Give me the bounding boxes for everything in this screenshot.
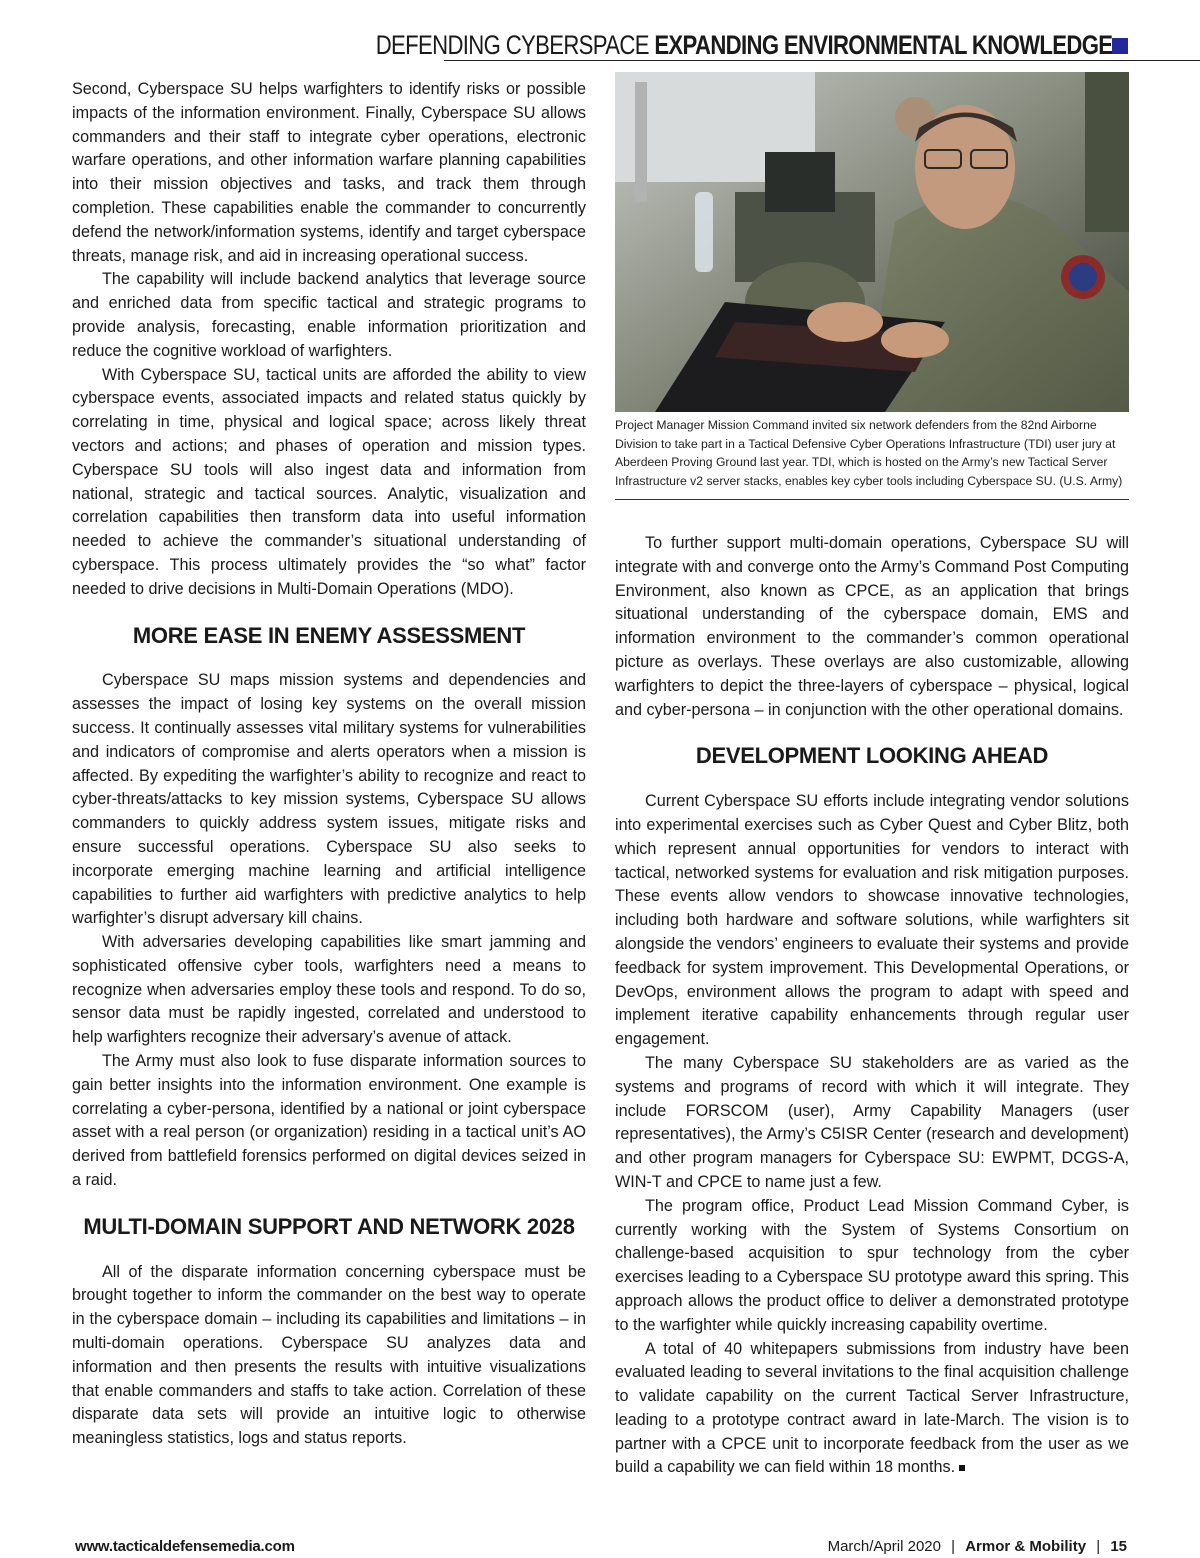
section-heading-development: DEVELOPMENT LOOKING AHEAD <box>695 743 1049 769</box>
footer-issue-info <box>828 1538 1127 1555</box>
body-paragraph: Second, Cyberspace SU helps warfighters to identify risks or possible impacts of the information environment. Finally, Cyberspace SU allows commanders and their staff to integrate cyber operations, electronic warfare operations, and other information warfare planning capabilities into their mission objectives and tasks, and track them through completion. These capabilities enable the commander to concurrently defend the network/information systems, identify and target cyberspace threats, manage risk, and aid in increasing operational success. <box>72 80 586 265</box>
body-paragraph: With Cyberspace SU, tactical units are afforded the ability to view cyberspace events, associated impacts and related status quickly by correlating in time, physical and logical space; across likely threat vectors and actions; and phases of operation and mission types. Cyberspace SU tools will also ingest data and information from national, strategic and tactical sources. Analytic, visualization and correlation capabilities then transform data into useful information needed to achieve the commander’s situational understanding of cyberspace. This process ultimately provides the “so what” factor needed to drive decisions in Multi-Domain Operations (MDO). <box>72 365 586 598</box>
final-paragraph-text: A total of 40 whitepapers submissions from industry have been evaluated leading to several invitations to the final acquisition challenge to validate capability on the current Tactical Server Infrastructure, leading to a prototype contract award in late-March. The vision is to partner with a CPCE unit to incorporate feedback from the user as we build a capability we can field within 18 months. <box>615 1339 1129 1477</box>
header-title-light: DEFENDING CYBERSPACE <box>375 30 649 60</box>
footer-url-link[interactable]: www.tacticaldefensemedia.com <box>75 1538 295 1555</box>
body-paragraph: Cyberspace SU maps mission systems and dependencies and assesses the impact of losing key systems on the overall mission success. It continually assesses vital military systems for vulnerabilities and indicators of compromise and alerts operators when a mission is affected. By expediting the warfighter’s ability to recognize and react to cyber-threats/attacks to key mission systems, Cyberspace SU allows commanders to quickly address system issues, mitigate risks and ensure successful operations. Cyberspace SU also seeks to incorporate emerging machine learning and artificial intelligence capabilities to further aid warfighters with predictive analytics to help warfighter’s disrupt adversary kill chains. <box>72 671 586 928</box>
end-mark-icon <box>959 1465 965 1471</box>
body-paragraph: Current Cyberspace SU efforts include integrating vendor solutions into experimental exercises such as Cyber Quest and Cyber Blitz, both which represent annual opportunities for vendors to interact with tactical, networked systems for evaluation and risk mitigation purposes. These events allow vendors to showcase innovative technologies, including both hardware and software solutions, while warfighters sit alongside the vendors’ engineers to evaluate their systems and provide feedback for system improvement. This Developmental Operations, or DevOps, environment allows the program to adapt with speed and implement iterative capability enhancements through regular user engagement. <box>615 792 1129 1049</box>
body-paragraph: With adversaries developing capabilities like smart jamming and sophisticated offensive cyber tools, warfighters need a means to recognize when adversaries employ these tools and respond. To do so, sensor data must be rapidly ingested, correlated and understood to help warfighters recognize their adversary’s avenue of attack. <box>72 933 586 1047</box>
right-column <box>615 532 1129 1480</box>
header-title <box>375 30 1112 61</box>
body-paragraph: The capability will include backend analytics that leverage source and enriched data from specific tactical and strategic programs to provide analysis, forecasting, enable information prioritization and reduce the cognitive workload of warfighters. <box>72 270 586 360</box>
header-divider <box>444 60 1200 61</box>
photo-caption: Project Manager Mission Command invited six network defenders from the 82nd Airborne Division to take part in a Tactical Defensive Cyber Operations Infrastructure (TDI) user jury at Aberdeen Proving Ground last year. TDI, which is hosted on the Army’s new Tactical Server Infrastructure v2 server stacks, enables key cyber tools including Cyberspace SU. (U.S. Army) <box>615 418 1123 488</box>
soldier-at-laptop-image <box>615 72 1129 412</box>
body-paragraph: The many Cyberspace SU stakeholders are as varied as the systems and programs of record with which it will integrate. They include FORSCOM (user), Army Capability Managers (user representatives), the Army’s C5ISR Center (research and development) and other program managers for Cyberspace SU: EWPMT, DCGS-A, WIN-T and CPCE to name just a few. <box>615 1053 1129 1191</box>
footer-separator: | <box>1096 1538 1101 1555</box>
page-header <box>0 28 1200 64</box>
body-paragraph: The program office, Product Lead Mission Command Cyber, is currently working with the System of Systems Consortium on challenge-based acquisition to spur technology from the cyber exercises leading to a Cyberspace SU prototype award this spring. This approach allows the product office to deliver a demonstrated prototype to the warfighter while quickly increasing capability overtime. <box>615 1196 1129 1334</box>
footer-magazine: Armor & Mobility <box>965 1538 1087 1555</box>
section-heading-multi-domain: MULTI-DOMAIN SUPPORT AND NETWORK 2028 <box>83 1213 575 1239</box>
footer-issue: March/April 2020 <box>827 1538 941 1555</box>
body-paragraph: All of the disparate information concerning cyberspace must be brought together to inform the commander on the best way to operate in the cyberspace domain – including its capabilities and limitations – in multi-domain operations. Cyberspace SU analyzes data and information and then presents the results with intuitive visualizations that enable commanders and staffs to take action. Correlation of these disparate data sets will provide an intuitive logic to otherwise meaningless statistics, logs and status reports. <box>72 1262 586 1448</box>
header-title-bold: EXPANDING ENVIRONMENTAL KNOWLEDGE <box>653 30 1112 60</box>
body-paragraph-final <box>615 1338 1129 1481</box>
left-column <box>72 78 586 1451</box>
body-paragraph: To further support multi-domain operations, Cyberspace SU will integrate with and converge onto the Army’s Command Post Computing Environment, also known as CPCE, as an application that brings situational understanding of the cyberspace domain, EMS and information environment to the commander’s common operational picture as overlays. These overlays are also customizable, allowing warfighters to depict the three-layers of cyberspace – physical, logical and cyber-persona – in conjunction with the other operational domains. <box>615 534 1129 719</box>
header-square-icon <box>1112 38 1128 54</box>
caption-divider <box>615 499 1129 500</box>
section-heading-enemy-assessment: MORE EASE IN ENEMY ASSESSMENT <box>132 622 526 648</box>
footer-separator: | <box>951 1538 956 1555</box>
body-paragraph: The Army must also look to fuse disparate information sources to gain better insights into the information environment. One example is correlating a cyber-persona, identified by a national or joint cyberspace asset with a real person (or organization) residing in a tactical unit’s AO derived from battlefield forensics performed on digital devices seized in a raid. <box>72 1052 586 1190</box>
footer-page-number: 15 <box>1110 1538 1127 1555</box>
article-photo <box>615 72 1129 412</box>
